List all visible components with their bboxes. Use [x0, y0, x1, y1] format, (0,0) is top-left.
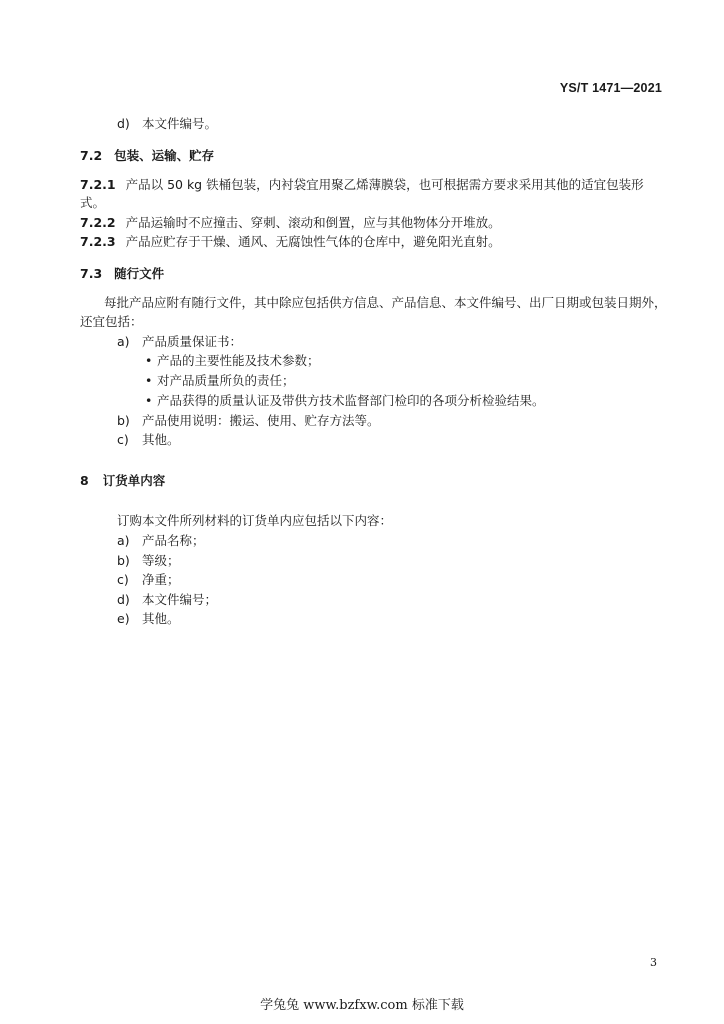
- footer-watermark[interactable]: 学兔兔 www.bzfxw.com 标准下载: [260, 998, 464, 1013]
- list-label: a): [117, 334, 130, 349]
- list-text: 本文件编号。: [142, 116, 218, 131]
- list-item: [117, 115, 217, 133]
- list-label: a): [117, 533, 130, 548]
- list-label: c): [117, 432, 129, 447]
- bullet-text: 产品获得的质量认证及带供方技术监督部门检印的各项分析检验结果。: [157, 393, 545, 408]
- section-heading-7-3: [80, 265, 164, 283]
- bullet-item: [145, 372, 295, 390]
- list-text: 等级；: [142, 553, 180, 568]
- section-number: 7.2: [80, 148, 103, 163]
- clause-7-2-1-continued: 式。: [80, 195, 106, 210]
- bullet-text: 对产品质量所负的责任；: [157, 373, 295, 388]
- list-item: [117, 412, 380, 430]
- list-label: c): [117, 572, 129, 587]
- clause-text: 产品应贮存于干燥、通风、无腐蚀性气体的仓库中，避免阳光直射。: [125, 234, 501, 249]
- list-item: [117, 552, 180, 570]
- list-label: b): [117, 553, 130, 568]
- clause-7-2-3: [80, 233, 501, 251]
- bullet-item: [145, 352, 320, 370]
- list-text: 产品名称；: [142, 533, 205, 548]
- section-heading-7-2: [80, 147, 214, 165]
- list-text: 其他。: [142, 611, 180, 626]
- list-text: 净重；: [142, 572, 180, 587]
- clause-number: 7.2.1: [80, 177, 116, 192]
- list-text: 本文件编号；: [142, 592, 218, 607]
- list-item: [117, 431, 180, 449]
- section-title: 包装、运输、贮存: [114, 148, 215, 163]
- section-title: 订货单内容: [102, 473, 166, 488]
- list-text: 产品质量保证书：: [142, 334, 243, 349]
- list-text: 其他。: [142, 432, 180, 447]
- clause-7-2-2: [80, 214, 501, 232]
- bullet-text: 产品的主要性能及技术参数；: [157, 353, 320, 368]
- section-number: 8: [80, 473, 89, 488]
- bullet-item: [145, 392, 545, 410]
- standard-number: YS/T 1471—2021: [559, 81, 662, 95]
- list-label: e): [117, 611, 130, 626]
- list-label: d): [117, 116, 130, 131]
- section-heading-8: [80, 472, 165, 490]
- clause-text: 产品运输时不应撞击、穿刺、滚动和倒置，应与其他物体分开堆放。: [125, 215, 501, 230]
- list-label: d): [117, 592, 130, 607]
- clause-7-2-1: [80, 176, 644, 194]
- bullet-mark: •: [145, 353, 153, 368]
- list-text: 产品使用说明：搬运、使用、贮存方法等。: [142, 413, 380, 428]
- list-label: b): [117, 413, 130, 428]
- page-number: 3: [650, 956, 657, 969]
- clause-number: 7.2.3: [80, 234, 116, 249]
- list-item: [117, 591, 217, 609]
- section-number: 7.3: [80, 266, 103, 281]
- list-item: [117, 571, 180, 589]
- paragraph: 每批产品应附有随行文件，其中除应包括供方信息、产品信息、本文件编号、出厂日期或包装日期外，: [104, 295, 667, 310]
- bullet-mark: •: [145, 393, 153, 408]
- clause-text: 产品以 50 kg 铁桶包装，内衬袋宜用聚乙烯薄膜袋，也可根据需方要求采用其他的适宜包装形: [125, 177, 644, 192]
- list-item: [117, 610, 180, 628]
- bullet-mark: •: [145, 373, 153, 388]
- section-title: 随行文件: [114, 266, 165, 281]
- list-item: [117, 333, 242, 351]
- list-item: [117, 532, 205, 550]
- paragraph: 订购本文件所列材料的订货单内应包括以下内容：: [117, 513, 393, 528]
- clause-number: 7.2.2: [80, 215, 116, 230]
- paragraph-continued: 还宜包括：: [80, 314, 143, 329]
